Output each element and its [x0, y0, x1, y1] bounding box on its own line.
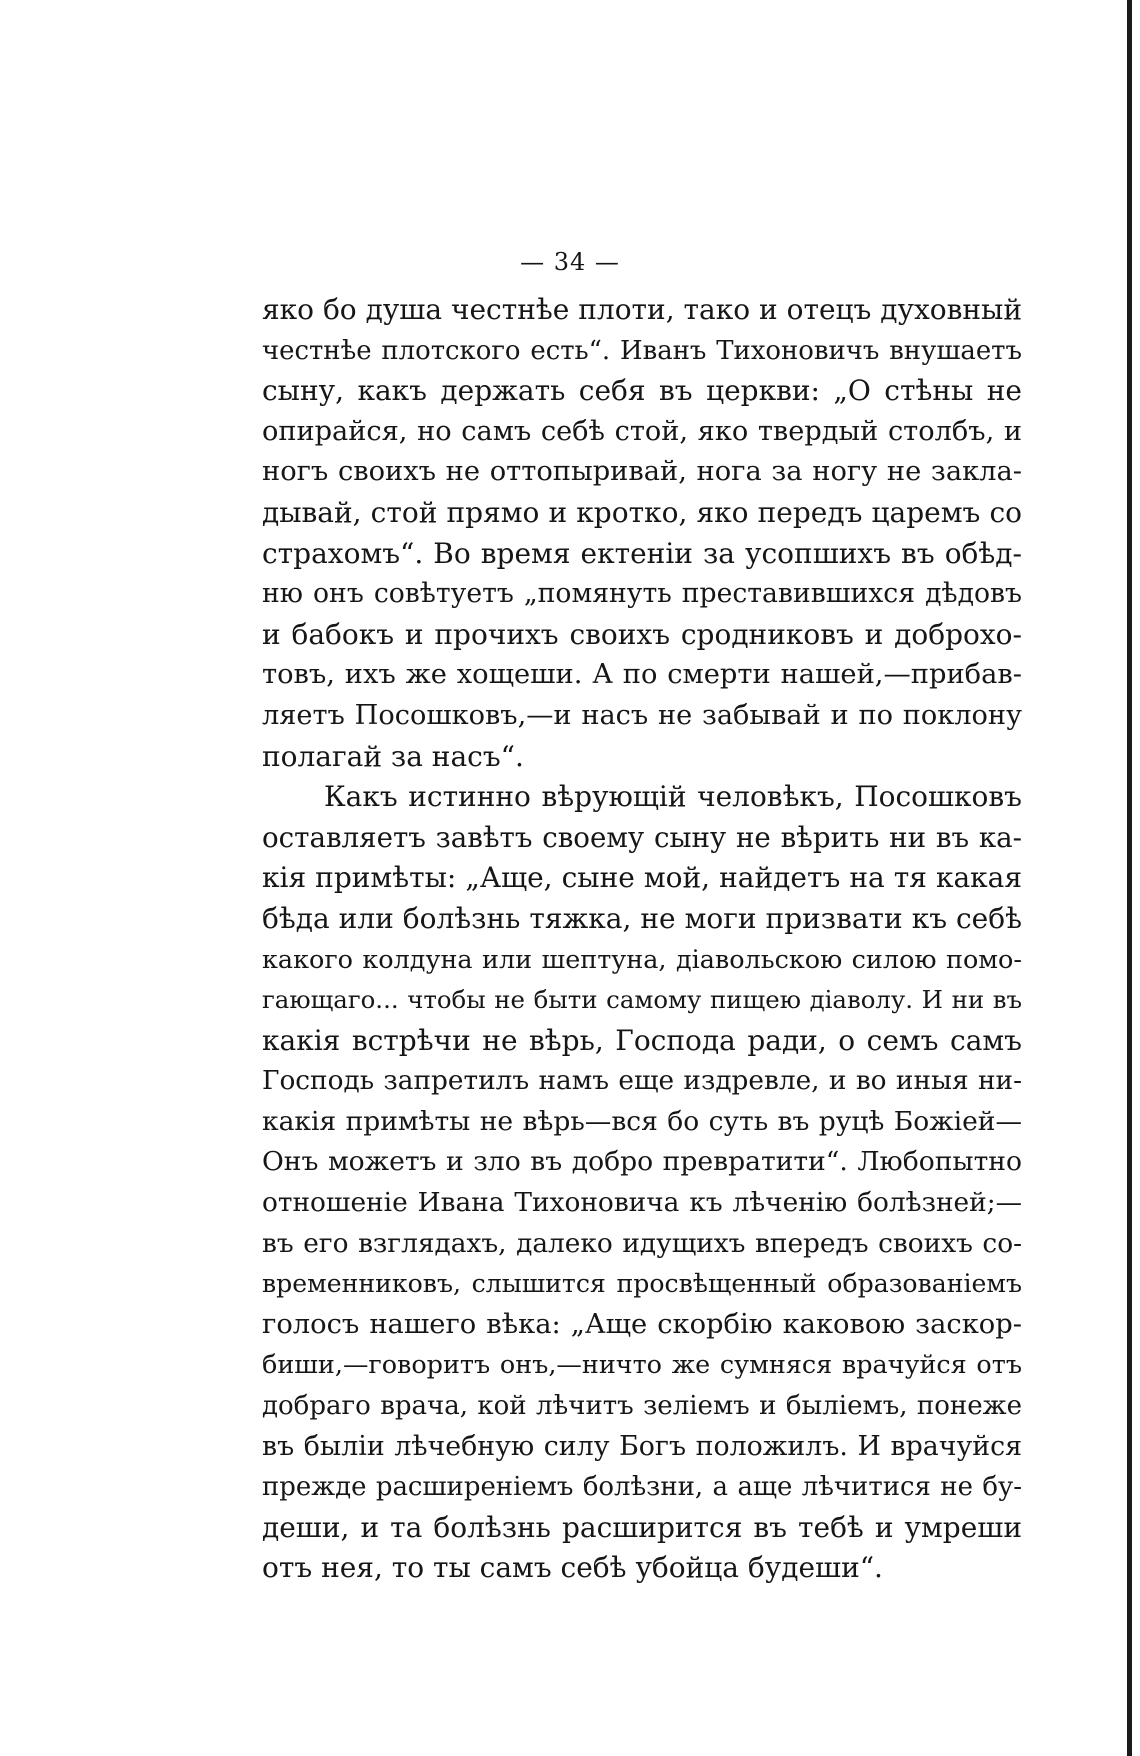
text-line: гающаго... чтобы не быти самому пищею діаволу. И ни въ — [262, 985, 1022, 1015]
text-line: въ его взглядахъ, далеко идущихъ впередъ своихъ со- — [262, 1228, 1022, 1259]
text-line: биши,—говоритъ онъ,—ничто же сумняся врачуйся отъ — [262, 1350, 1022, 1381]
text-line: ляетъ Посошковъ,—и насъ не забывай и по поклону — [262, 699, 1022, 731]
text-line: полагай за насъ“. — [262, 739, 524, 773]
text-line: въ быліи лѣчебную силу Богъ положилъ. И врачуйся — [262, 1430, 1022, 1462]
text-line: оставляетъ завѣтъ своему сыну не вѣрить ни въ ка- — [262, 820, 1022, 854]
text-line: ню онъ совѣтуетъ „помянуть преставившихся дѣдовъ — [262, 578, 1022, 610]
paragraph-1 — [262, 290, 1022, 777]
text-line: честнѣе плотского есть“. Иванъ Тихоновичъ внушаетъ — [262, 335, 1022, 366]
text-line: какого колдуна или шептуна, діавольскою силою помо- — [262, 944, 1022, 975]
text-line: дывай, стой прямо и кротко, яко передъ царемъ со — [262, 495, 1022, 529]
text-line: бѣда или болѣзнь тяжка, не моги призвати къ себѣ — [262, 901, 1022, 935]
page-number: — 34 — — [520, 248, 620, 276]
text-line: и бабокъ и прочихъ своихъ сродниковъ и доброхо- — [262, 617, 1022, 651]
text-line: прежде расширеніемъ болѣзни, а аще лѣчитися не бу- — [262, 1472, 1022, 1503]
text-line: Господь запретилъ намъ еще издревле, и во иныя ни- — [262, 1066, 1022, 1097]
text-line: Какъ истинно вѣрующій человѣкъ, Посошковъ — [324, 780, 1022, 814]
text-line: временниковъ, слышится просвѣщенный образованіемъ — [262, 1269, 1022, 1299]
text-line: деши, и та болѣзнь расширится въ тебѣ и умреши — [262, 1510, 1022, 1544]
text-line: яко бо душа честнѣе плоти, тако и отецъ духовный — [262, 293, 1022, 326]
text-line: голосъ нашего вѣка: „Аще скорбію каковою заскор- — [262, 1308, 1022, 1340]
text-line: опирайся, но самъ себѣ стой, яко твердый столбъ, и — [262, 415, 1022, 447]
text-line: добраго врача, кой лѣчитъ зеліемъ и быліемъ, понеже — [262, 1391, 1022, 1422]
text-line: сыну, какъ держать себя въ церкви: „О стѣны не — [262, 374, 1022, 408]
text-line: отъ нея, то ты самъ себѣ убойца будеши“. — [262, 1551, 883, 1585]
paragraph-2 — [262, 777, 1022, 1589]
text-line: какія встрѣчи не вѣрь, Господа ради, о семъ самъ — [262, 1023, 1022, 1057]
text-line: какія примѣты не вѣрь—вся бо суть въ руцѣ Божіей— — [262, 1105, 1022, 1137]
text-line: Онъ можетъ и зло въ добро превратити“. Любопытно — [262, 1146, 1022, 1178]
text-line: ногъ своихъ не оттопыривай, нога за ногу не закла- — [262, 456, 1022, 488]
body-text — [262, 290, 1022, 1589]
text-line: кія примѣты: „Аще, сыне мой, найдетъ на тя какая — [262, 861, 1022, 895]
text-line: страхомъ“. Во время ектеніи за усопшихъ въ обѣд- — [262, 536, 1022, 570]
text-line: отношеніе Ивана Тихоновича къ лѣченію болѣзней;— — [262, 1188, 1022, 1219]
text-line: товъ, ихъ же хощеши. А по смерти нашей,—прибав- — [262, 659, 1022, 691]
